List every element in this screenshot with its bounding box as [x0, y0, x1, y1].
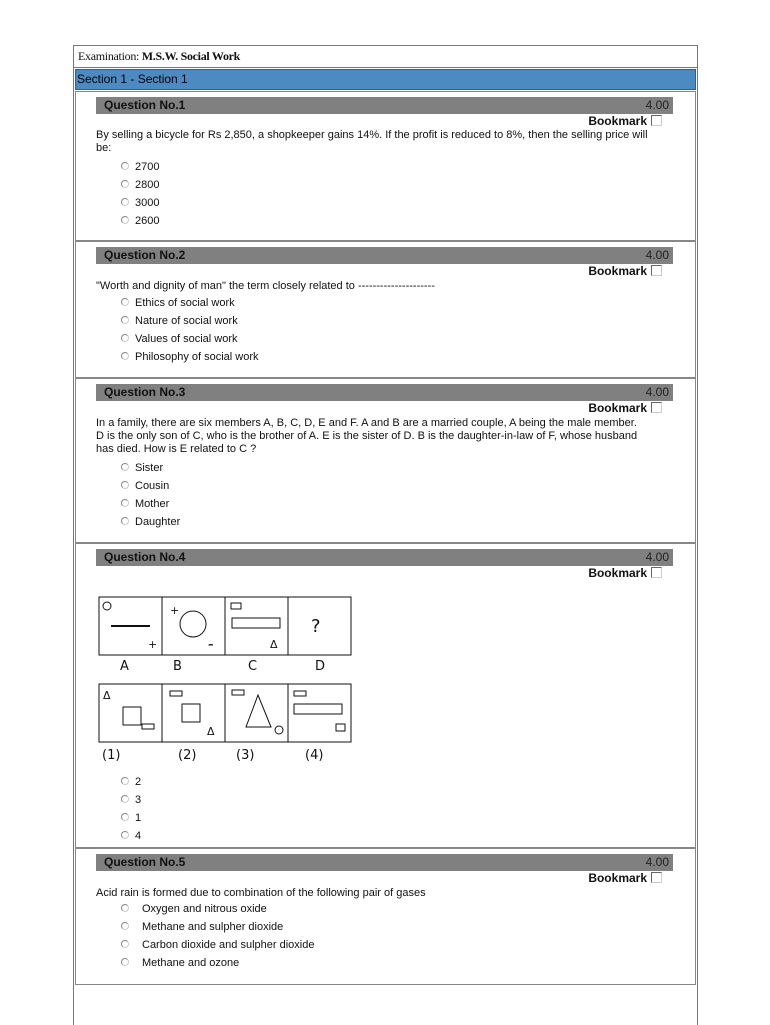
bookmark-label: Bookmark	[588, 871, 647, 885]
bookmark-checkbox[interactable]	[651, 115, 662, 126]
bookmark-toggle[interactable]	[588, 871, 662, 885]
question-marks: 4.00	[645, 550, 669, 564]
small-rect	[231, 603, 241, 609]
bookmark-toggle[interactable]	[588, 401, 662, 415]
option-radio[interactable]	[121, 459, 180, 477]
option-label: 2	[135, 776, 142, 788]
small-circle	[103, 602, 111, 610]
radio-button[interactable]	[121, 831, 129, 839]
answer-label: (4)	[305, 748, 324, 763]
option-radio[interactable]	[121, 477, 180, 495]
option-label: 3000	[135, 197, 160, 209]
radio-button[interactable]	[121, 958, 129, 966]
bookmark-checkbox[interactable]	[651, 402, 662, 413]
plus-sign: +	[148, 638, 158, 651]
option-label: Methane and sulpher dioxide	[142, 921, 284, 933]
question-text: In a family, there are six members A, B, C, D, E and F. A and B are a married couple, A being the male member. D is the only son of C, who is the brother of A. E is the sister of D. B is the daughter-in-law of F, whose husband has died. How is E related to C ?	[96, 417, 638, 455]
exam-name: M.S.W. Social Work	[141, 49, 241, 63]
option-label: Oxygen and nitrous oxide	[142, 903, 267, 915]
radio-button[interactable]	[121, 162, 129, 170]
question-1-header	[96, 97, 673, 114]
option-radio[interactable]	[121, 176, 159, 194]
option-radio[interactable]	[121, 294, 259, 312]
option-label: Daughter	[135, 516, 181, 528]
option-radio[interactable]	[121, 936, 314, 954]
large-triangle	[246, 695, 271, 727]
radio-button[interactable]	[121, 904, 129, 912]
radio-button[interactable]	[121, 777, 129, 785]
radio-button[interactable]	[121, 517, 129, 525]
answer-options	[121, 459, 180, 531]
radio-button[interactable]	[121, 352, 129, 360]
option-label: 1	[135, 812, 142, 824]
option-radio[interactable]	[121, 513, 180, 531]
long-rect	[294, 704, 342, 714]
answer-options	[121, 158, 159, 230]
section-header: Section 1 - Section 1	[75, 69, 696, 90]
bookmark-toggle[interactable]	[588, 114, 662, 128]
question-3	[75, 378, 696, 543]
answer-label: (1)	[102, 748, 121, 763]
option-label: Nature of social work	[135, 315, 238, 327]
radio-button[interactable]	[121, 198, 129, 206]
problem-label: A	[120, 659, 129, 674]
radio-button[interactable]	[121, 481, 129, 489]
option-label: Carbon dioxide and sulpher dioxide	[142, 939, 315, 951]
bookmark-label: Bookmark	[588, 566, 647, 580]
radio-button[interactable]	[121, 316, 129, 324]
bookmark-checkbox[interactable]	[651, 265, 662, 276]
bookmark-checkbox[interactable]	[651, 567, 662, 578]
question-marks: 4.00	[645, 248, 669, 262]
unknown-figure-mark: ?	[311, 616, 321, 637]
question-4	[75, 543, 696, 848]
option-radio[interactable]	[121, 330, 259, 348]
question-text: "Worth and dignity of man" the term closely related to ---------------------	[96, 280, 435, 292]
question-number: Question No.2	[104, 248, 186, 262]
bookmark-label: Bookmark	[588, 401, 647, 415]
option-label: Values of social work	[135, 333, 238, 345]
option-label: Philosophy of social work	[135, 351, 259, 363]
long-rect	[232, 618, 280, 628]
problem-label: C	[248, 659, 258, 674]
option-radio[interactable]	[121, 773, 141, 791]
question-1	[75, 91, 696, 241]
option-radio[interactable]	[121, 791, 141, 809]
question-number: Question No.5	[104, 855, 186, 869]
problem-label: D	[315, 659, 326, 674]
triangle-symbol: Δ	[270, 638, 278, 651]
option-radio[interactable]	[121, 312, 259, 330]
figure-series-diagram	[98, 596, 358, 768]
small-rect	[232, 690, 244, 695]
question-5-header	[96, 854, 673, 871]
exam-label: Examination:	[78, 49, 140, 63]
option-radio[interactable]	[121, 158, 159, 176]
answer-label: (2)	[178, 748, 197, 763]
question-number: Question No.3	[104, 385, 186, 399]
question-number: Question No.4	[104, 550, 186, 564]
option-radio[interactable]	[121, 827, 141, 845]
radio-button[interactable]	[121, 463, 129, 471]
question-4-header	[96, 549, 673, 566]
exam-title-row	[74, 46, 697, 68]
radio-button[interactable]	[121, 334, 129, 342]
answer-options	[121, 294, 259, 366]
option-label: 2600	[135, 215, 160, 227]
option-radio[interactable]	[121, 954, 314, 972]
problem-label: B	[173, 659, 182, 674]
option-label: Cousin	[135, 480, 170, 492]
bookmark-label: Bookmark	[588, 114, 647, 128]
question-2	[75, 241, 696, 378]
radio-button[interactable]	[121, 216, 129, 224]
question-marks: 4.00	[645, 98, 669, 112]
option-label: Methane and ozone	[142, 957, 240, 969]
option-radio[interactable]	[121, 495, 180, 513]
triangle-symbol: Δ	[103, 689, 111, 702]
option-radio[interactable]	[121, 809, 141, 827]
large-circle	[180, 611, 206, 637]
bookmark-checkbox[interactable]	[651, 872, 662, 883]
option-label: Sister	[135, 462, 164, 474]
radio-button[interactable]	[121, 813, 129, 821]
option-radio[interactable]	[121, 918, 314, 936]
small-rect	[142, 724, 154, 729]
bookmark-toggle[interactable]	[588, 264, 662, 278]
exam-sheet	[73, 45, 698, 1025]
radio-button[interactable]	[121, 180, 129, 188]
question-3-header	[96, 384, 673, 401]
option-label: 4	[135, 830, 142, 842]
radio-button[interactable]	[121, 298, 129, 306]
option-radio[interactable]	[121, 348, 259, 366]
question-number: Question No.1	[104, 98, 186, 112]
minus-sign: –	[208, 638, 214, 651]
radio-button[interactable]	[121, 922, 129, 930]
question-5	[75, 848, 696, 985]
radio-button[interactable]	[121, 795, 129, 803]
answer-options	[121, 773, 141, 845]
square	[182, 704, 200, 722]
bookmark-label: Bookmark	[588, 264, 647, 278]
small-rect	[170, 691, 182, 696]
option-label: 2700	[135, 161, 160, 173]
square	[123, 707, 141, 725]
question-marks: 4.00	[645, 385, 669, 399]
option-label: 2800	[135, 179, 160, 191]
answer-label: (3)	[236, 748, 255, 763]
option-radio[interactable]	[121, 900, 314, 918]
small-rect	[336, 724, 345, 731]
option-label: Mother	[135, 498, 170, 510]
answer-options	[121, 900, 314, 972]
question-2-header	[96, 247, 673, 264]
question-text: Acid rain is formed due to combination of the following pair of gases	[96, 887, 426, 899]
option-label: 3	[135, 794, 142, 806]
triangle-symbol: Δ	[207, 725, 215, 738]
bookmark-toggle[interactable]	[588, 566, 662, 580]
option-radio[interactable]	[121, 194, 159, 212]
radio-button[interactable]	[121, 499, 129, 507]
question-text: By selling a bicycle for Rs 2,850, a shopkeeper gains 14%. If the profit is reduced to 8%, then the selling price will be:	[96, 129, 648, 154]
radio-button[interactable]	[121, 940, 129, 948]
small-rect	[294, 691, 306, 696]
question-marks: 4.00	[645, 855, 669, 869]
option-radio[interactable]	[121, 212, 159, 230]
plus-sign: +	[170, 604, 180, 617]
small-circle	[275, 726, 283, 734]
option-label: Ethics of social work	[135, 297, 235, 309]
